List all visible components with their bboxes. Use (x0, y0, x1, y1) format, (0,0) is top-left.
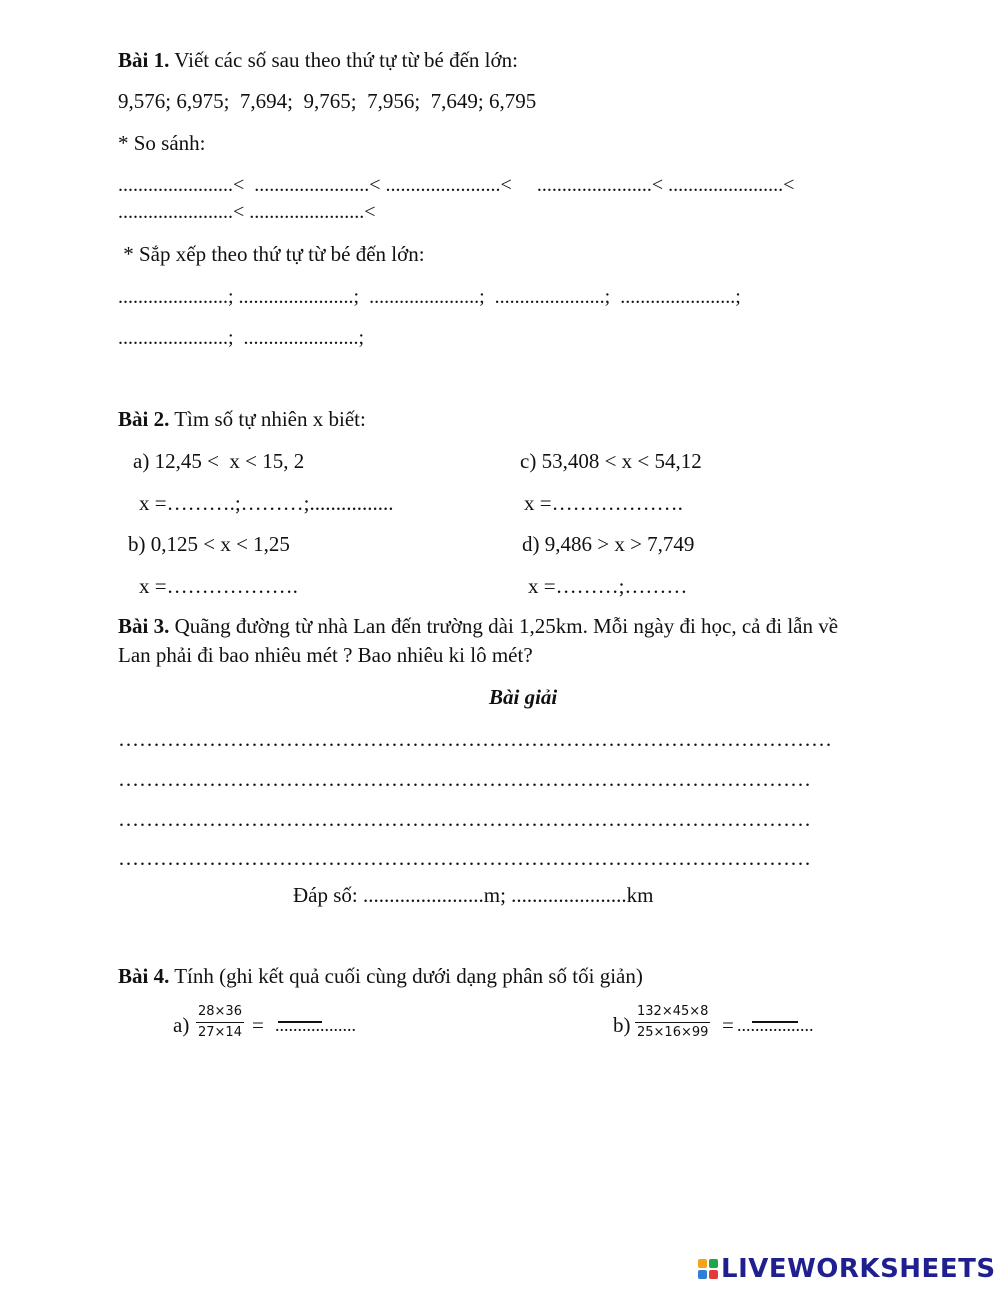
bai4-text: Tính (ghi kết quả cuối cùng dưới dạng phân số tối giản) (169, 964, 643, 988)
bai1-title: Bài 1. (118, 48, 170, 72)
bai4-b-numerator: 132×45×8 (635, 1004, 710, 1023)
bai3-text-line1: Quãng đường từ nhà Lan đến trường dài 1,25km. Mỗi ngày đi học, cả đi lẫn về (169, 614, 839, 638)
bai4-a-answer-input[interactable] (278, 1021, 322, 1023)
bai1-sort-line2[interactable]: ......................; .......................; (118, 327, 365, 349)
bai2-title: Bài 2. (118, 407, 170, 431)
bai2-d: d) 9,486 > x > 7,749 (522, 532, 695, 556)
liveworksheets-logo (698, 1254, 996, 1284)
bai4-a-dots: .................. (275, 1015, 356, 1035)
bai1-compare-line2[interactable]: .......................< .......................< (118, 201, 376, 223)
bai2-c-answer[interactable]: x =………………. (524, 491, 683, 515)
bai2-b-answer[interactable]: x =………………. (139, 574, 298, 598)
bai2-a: a) 12,45 < x < 15, 2 (133, 449, 305, 473)
bai4-a-fraction (196, 1004, 244, 1041)
bai1-compare-label: * So sánh: (118, 131, 206, 155)
bai2-d-answer[interactable]: x =………;……… (528, 574, 688, 598)
bai2-heading (118, 406, 366, 432)
bai3-line-3[interactable]: ……………………………………………………………………………………… (118, 807, 811, 831)
bai3-line-2[interactable]: ……………………………………………………………………………………… (118, 767, 811, 791)
bai1-sort-line1[interactable]: ......................; .......................; ......................; ......................; .......................; (118, 286, 741, 308)
bai3-line-1[interactable]: ………………………………………………………………………………………… (118, 727, 832, 751)
bai2-text: Tìm số tự nhiên x biết: (169, 407, 366, 431)
bai4-a-denominator: 27×14 (198, 1025, 242, 1040)
bai3-answer[interactable]: Đáp số: .......................m; ......................km (293, 883, 654, 907)
bai3-heading (118, 613, 838, 639)
bai4-a-label: a) (173, 1013, 190, 1037)
bai4-b-answer-input[interactable] (752, 1021, 798, 1023)
bai4-a-equals: = (252, 1013, 264, 1037)
bai1-text: Viết các số sau theo thứ tự từ bé đến lớn: (169, 48, 518, 72)
bai2-a-answer[interactable]: x =……….;………;................ (139, 491, 394, 515)
logo-square-2 (709, 1259, 718, 1268)
bai2-b: b) 0,125 < x < 1,25 (128, 532, 290, 556)
bai1-compare-line1[interactable]: .......................< .......................< .......................< .......................< .......................< (118, 174, 795, 196)
bai4-a-numerator: 28×36 (196, 1004, 244, 1023)
bai1-heading (118, 47, 518, 73)
bai4-title: Bài 4. (118, 964, 170, 988)
bai4-b-fraction (635, 1004, 710, 1041)
logo-square-1 (698, 1259, 707, 1268)
bai2-c: c) 53,408 < x < 54,12 (520, 449, 702, 473)
bai3-solution-title: Bài giải (489, 685, 558, 709)
liveworksheets-logo-text: LIVEWORKSHEETS (721, 1254, 996, 1284)
bai4-b-dots: ................. (737, 1015, 814, 1035)
bai4-b-equals: = (722, 1013, 734, 1037)
bai3-text-line2: Lan phải đi bao nhiêu mét ? Bao nhiêu ki lô mét? (118, 643, 533, 667)
bai1-sort-label: * Sắp xếp theo thứ tự từ bé đến lớn: (118, 242, 425, 266)
bai4-b-label: b) (613, 1013, 631, 1037)
liveworksheets-logo-icon (698, 1259, 718, 1279)
bai4-heading (118, 963, 643, 989)
bai3-line-4[interactable]: ……………………………………………………………………………………… (118, 846, 811, 870)
bai4-b-denominator: 25×16×99 (637, 1025, 709, 1040)
logo-square-4 (709, 1270, 718, 1279)
bai1-numbers: 9,576; 6,975; 7,694; 9,765; 7,956; 7,649; 6,795 (118, 89, 537, 113)
logo-square-3 (698, 1270, 707, 1279)
bai3-title: Bài 3. (118, 614, 170, 638)
